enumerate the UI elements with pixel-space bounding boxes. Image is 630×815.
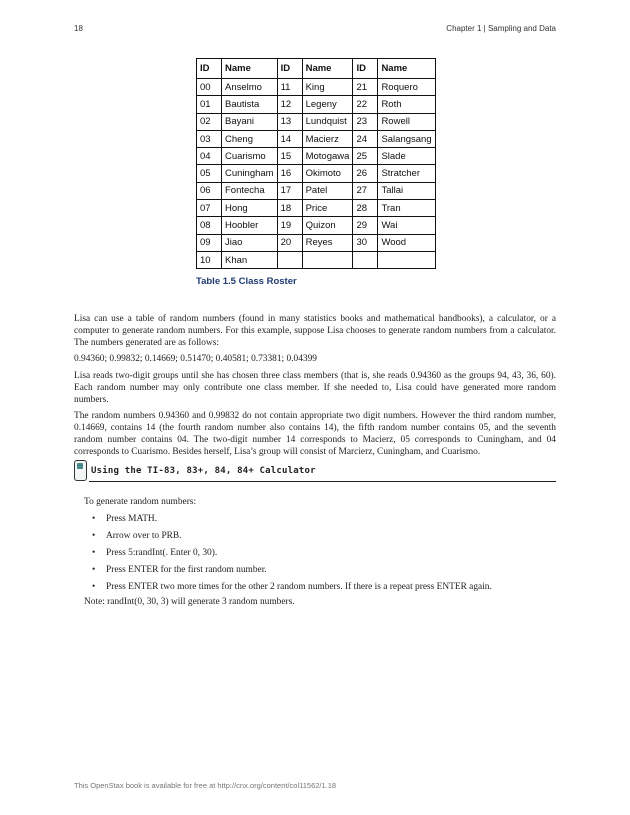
- table-cell: 08: [197, 217, 222, 234]
- table-cell: 12: [277, 96, 302, 113]
- table-cell: Macierz: [302, 130, 353, 147]
- table-cell: Stratcher: [378, 165, 436, 182]
- table-cell: 13: [277, 113, 302, 130]
- table-cell: Tran: [378, 200, 436, 217]
- table-cell: Cuarismo: [222, 148, 278, 165]
- table-cell: 00: [197, 79, 222, 96]
- table-cell: Lundquist: [302, 113, 353, 130]
- table-row: [197, 251, 436, 268]
- table-row: [197, 217, 436, 234]
- table-cell: 16: [277, 165, 302, 182]
- table-cell: Hong: [222, 200, 278, 217]
- table-cell: 04: [197, 148, 222, 165]
- table-cell: 02: [197, 113, 222, 130]
- paragraph-two-digit-groups: Lisa reads two-digit groups until she has chosen three class members (that is, she reads 0.94360 as the groups 94, 43, 36, 60). Each random number may only contribute one class member. If she needed to, Lisa could have generated more random numbers.: [74, 371, 556, 405]
- calculator-icon: [74, 460, 87, 481]
- table-cell: Salangsang: [378, 130, 436, 147]
- table-cell: Cuningham: [222, 165, 278, 182]
- table-cell: Fontecha: [222, 182, 278, 199]
- table-cell: 23: [353, 113, 378, 130]
- table-cell: 19: [277, 217, 302, 234]
- random-numbers-list: 0.94360; 0.99832; 0.14669; 0.51470; 0.40581; 0.73381; 0.04399: [74, 354, 317, 364]
- table-cell: 01: [197, 96, 222, 113]
- table-cell: [353, 251, 378, 268]
- list-item: [92, 547, 492, 564]
- table-cell: 09: [197, 234, 222, 251]
- table-cell: Slade: [378, 148, 436, 165]
- table-row: [197, 96, 436, 113]
- table-cell: Legeny: [302, 96, 353, 113]
- table-caption: Table 1.5 Class Roster: [196, 276, 297, 287]
- table-row: [197, 234, 436, 251]
- page-number: 18: [74, 24, 83, 33]
- footer-text: This OpenStax book is available for free at http://cnx.org/content/col11562/1.18: [74, 781, 337, 790]
- table-cell: Jiao: [222, 234, 278, 251]
- section-divider: [89, 481, 556, 482]
- bullet-icon: •: [92, 582, 96, 592]
- table-cell: Roquero: [378, 79, 436, 96]
- table-cell: Rowell: [378, 113, 436, 130]
- table-cell: 07: [197, 200, 222, 217]
- table-cell: Quizon: [302, 217, 353, 234]
- paragraph-selection-result: The random numbers 0.94360 and 0.99832 do not contain appropriate two digit numbers. However the third random number, 0.14669, contains 14 (the fourth random number also contains 14), the fifth random number contains 05, and the seventh random number contains 04. The two-digit number 14 corresponds to Macierz, 05 corresponds to Cuningham, and 04 corresponds to Cuarismo. Besides herself, Lisa’s group will consist of Marcierz, Cuningham, and Cuarismo.: [74, 411, 556, 457]
- column-header: Name: [222, 59, 278, 79]
- table-cell: 29: [353, 217, 378, 234]
- table-row: [197, 130, 436, 147]
- table-row: [197, 182, 436, 199]
- list-item: [92, 530, 492, 547]
- table-cell: Wood: [378, 234, 436, 251]
- table-cell: [302, 251, 353, 268]
- paragraph-intro: Lisa can use a table of random numbers (found in many statistics books and mathematical handbooks), a calculator, or a computer to generate random numbers. For this example, suppose Lisa chooses to generate random numbers from a calculator. The numbers generated are as follows:: [74, 314, 556, 348]
- table-header-row: [197, 59, 436, 79]
- table-row: [197, 148, 436, 165]
- table-cell: Reyes: [302, 234, 353, 251]
- table-cell: [277, 251, 302, 268]
- column-header: ID: [197, 59, 222, 79]
- column-header: Name: [302, 59, 353, 79]
- bullet-icon: •: [92, 531, 96, 541]
- calculator-section-title: Using the TI-83, 83+, 84, 84+ Calculator: [91, 466, 316, 476]
- table-cell: 22: [353, 96, 378, 113]
- chapter-header: Chapter 1 | Sampling and Data: [446, 24, 556, 33]
- table-row: [197, 113, 436, 130]
- table-cell: 17: [277, 182, 302, 199]
- table-cell: Wai: [378, 217, 436, 234]
- table-cell: King: [302, 79, 353, 96]
- table-cell: Khan: [222, 251, 278, 268]
- table-cell: 03: [197, 130, 222, 147]
- step-text: Press ENTER for the first random number.: [106, 565, 267, 575]
- table-cell: Patel: [302, 182, 353, 199]
- table-cell: [378, 251, 436, 268]
- table-cell: Bautista: [222, 96, 278, 113]
- step-text: Press ENTER two more times for the other 2 random numbers. If there is a repeat press ENTER again.: [106, 582, 492, 592]
- table-cell: Roth: [378, 96, 436, 113]
- table-cell: 10: [197, 251, 222, 268]
- list-item: [92, 564, 492, 581]
- table-cell: 14: [277, 130, 302, 147]
- table-cell: Hoobler: [222, 217, 278, 234]
- table-row: [197, 200, 436, 217]
- table-cell: 15: [277, 148, 302, 165]
- table-cell: 26: [353, 165, 378, 182]
- column-header: ID: [277, 59, 302, 79]
- class-roster-table: [196, 58, 436, 269]
- list-item: [92, 513, 492, 530]
- column-header: Name: [378, 59, 436, 79]
- table-cell: 06: [197, 182, 222, 199]
- table-cell: Bayani: [222, 113, 278, 130]
- column-header: ID: [353, 59, 378, 79]
- calculator-note: Note: randInt(0, 30, 3) will generate 3 random numbers.: [84, 597, 295, 607]
- step-text: Arrow over to PRB.: [106, 531, 182, 541]
- table-cell: 18: [277, 200, 302, 217]
- table-row: [197, 79, 436, 96]
- step-text: Press 5:randInt(. Enter 0, 30).: [106, 548, 218, 558]
- bullet-icon: •: [92, 565, 96, 575]
- table-cell: 20: [277, 234, 302, 251]
- table-cell: 28: [353, 200, 378, 217]
- table-cell: Price: [302, 200, 353, 217]
- table-cell: 24: [353, 130, 378, 147]
- table-cell: 25: [353, 148, 378, 165]
- table-cell: 27: [353, 182, 378, 199]
- step-text: Press MATH.: [106, 514, 158, 524]
- table-cell: 21: [353, 79, 378, 96]
- table-cell: Cheng: [222, 130, 278, 147]
- table-cell: 30: [353, 234, 378, 251]
- bullet-icon: •: [92, 514, 96, 524]
- table-cell: Anselmo: [222, 79, 278, 96]
- table-cell: 11: [277, 79, 302, 96]
- table-cell: Okimoto: [302, 165, 353, 182]
- table-cell: Tallai: [378, 182, 436, 199]
- table-cell: Motogawa: [302, 148, 353, 165]
- table-row: [197, 165, 436, 182]
- calculator-steps-list: [92, 513, 492, 598]
- bullet-icon: •: [92, 548, 96, 558]
- calculator-intro: To generate random numbers:: [84, 497, 197, 507]
- table-cell: 05: [197, 165, 222, 182]
